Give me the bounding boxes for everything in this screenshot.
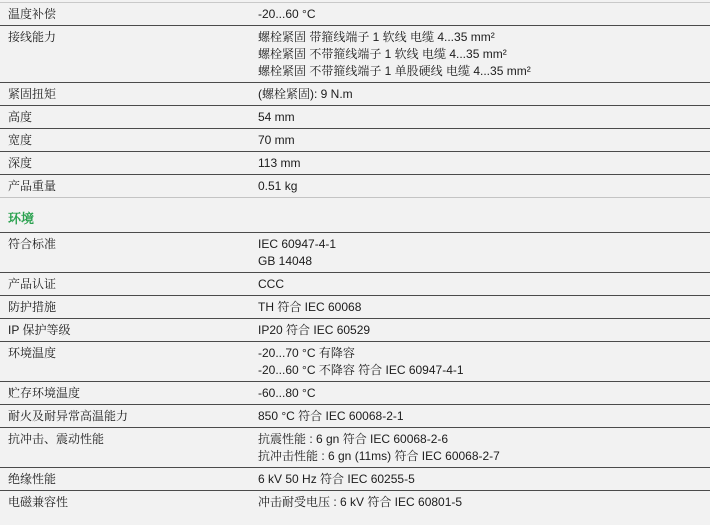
spec-value: [258, 132, 710, 149]
spec-value: [258, 494, 710, 511]
spec-label: 抗冲击、震动性能: [8, 432, 105, 446]
spec-label: IP 保护等级: [8, 323, 71, 337]
spec-value-line: IEC 60947-4-1: [258, 237, 337, 251]
spec-value-line: -60...80 °C: [258, 386, 316, 400]
spec-label: 高度: [8, 110, 33, 124]
spec-value-line: 螺栓紧固 不带箍线端子 1 单股硬线 电缆 4...35 mm²: [258, 64, 531, 78]
table-row: [0, 428, 710, 468]
table-row: [0, 106, 710, 129]
spec-value: [258, 86, 710, 103]
spec-label: 产品重量: [8, 179, 57, 193]
spec-label: 贮存环境温度: [8, 386, 81, 400]
spec-value: [258, 6, 710, 23]
spec-value-line: 0.51 kg: [258, 179, 298, 193]
spec-value: [258, 236, 710, 270]
table-row: [0, 296, 710, 319]
spec-value-line: GB 14048: [258, 254, 313, 268]
spec-value-line: IP20 符合 IEC 60529: [258, 323, 371, 337]
spec-label: 环境温度: [8, 346, 57, 360]
spec-value-line: 850 °C 符合 IEC 60068-2-1: [258, 409, 404, 423]
spec-value: [258, 109, 710, 126]
section-header-environment: 环境: [8, 211, 35, 226]
spec-value: [258, 471, 710, 488]
table-row: [0, 152, 710, 175]
spec-value-line: 抗冲击性能 : 6 gn (11ms) 符合 IEC 60068-2-7: [258, 449, 500, 463]
spec-value-line: 螺栓紧固 带箍线端子 1 软线 电缆 4...35 mm²: [258, 30, 495, 44]
table-row: [0, 382, 710, 405]
spec-label: 温度补偿: [8, 7, 57, 21]
spec-label: 电磁兼容性: [8, 495, 69, 509]
table-row: [0, 273, 710, 296]
table-row: [0, 405, 710, 428]
environment-table: [0, 232, 710, 513]
spec-value: [258, 276, 710, 293]
spec-value-line: 113 mm: [258, 156, 301, 170]
spec-label: 紧固扭矩: [8, 87, 57, 101]
spec-label: 防护措施: [8, 300, 57, 314]
spec-label: 接线能力: [8, 30, 57, 44]
table-row: [0, 233, 710, 273]
spec-value: [258, 322, 710, 339]
spec-value: [258, 385, 710, 402]
spec-value: [258, 345, 710, 379]
table-row: [0, 319, 710, 342]
table-row: [0, 3, 710, 26]
spec-label: 产品认证: [8, 277, 57, 291]
spec-value-line: 54 mm: [258, 110, 295, 124]
spec-value-line: 螺栓紧固 不带箍线端子 1 软线 电缆 4...35 mm²: [258, 47, 507, 61]
spec-value-line: 70 mm: [258, 133, 295, 147]
spec-label: 耐火及耐异常高温能力: [8, 409, 129, 423]
spec-value-line: TH 符合 IEC 60068: [258, 300, 362, 314]
spec-label: 绝缘性能: [8, 472, 57, 486]
table-row: [0, 175, 710, 198]
spec-value: [258, 408, 710, 425]
product-characteristics-table: [0, 2, 710, 198]
spec-value-line: -20...70 °C 有降容: [258, 346, 355, 360]
table-row: [0, 491, 710, 513]
spec-value: [258, 431, 710, 465]
table-row: [0, 26, 710, 83]
spec-value-line: (螺栓紧固): 9 N.m: [258, 87, 353, 101]
table-row: [0, 468, 710, 491]
table-row: [0, 342, 710, 382]
spec-value: [258, 155, 710, 172]
spec-label: 宽度: [8, 133, 33, 147]
spec-value-line: 冲击耐受电压 : 6 kV 符合 IEC 60801-5: [258, 495, 463, 509]
spec-value-line: 6 kV 50 Hz 符合 IEC 60255-5: [258, 472, 415, 486]
spec-label: 符合标准: [8, 237, 57, 251]
spec-value: [258, 178, 710, 195]
spec-value-line: 抗震性能 : 6 gn 符合 IEC 60068-2-6: [258, 432, 449, 446]
table-row: [0, 129, 710, 152]
spec-value: [258, 299, 710, 316]
spec-label: 深度: [8, 156, 33, 170]
spec-value-line: -20...60 °C 不降容 符合 IEC 60947-4-1: [258, 363, 464, 377]
spec-value-line: -20...60 °C: [258, 7, 316, 21]
spec-value-line: CCC: [258, 277, 284, 291]
table-row: [0, 83, 710, 106]
spec-value: [258, 29, 710, 80]
